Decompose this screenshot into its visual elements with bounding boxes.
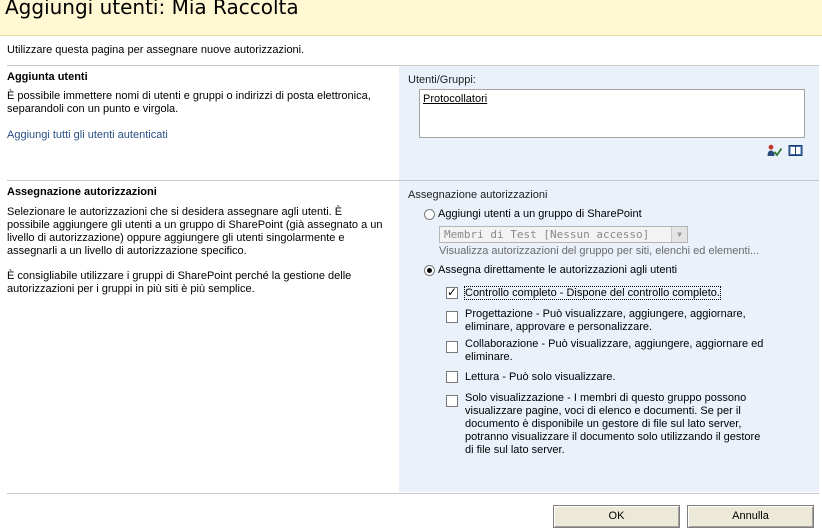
group-select[interactable] [439,226,688,243]
design-label: Progettazione - Può visualizzare, aggiungere, aggiornare, eliminare, approvare e personalizzare. [465,308,746,333]
checkbox-design[interactable] [446,311,458,323]
radio-add-to-group[interactable] [424,208,642,220]
read-label: Lettura - Può solo visualizzare. [465,371,616,383]
radio-direct-permissions-label: Assegna direttamente le autorizzazioni agli utenti [438,264,678,276]
ok-button[interactable]: OK [553,505,680,528]
add-users-description: È possibile immettere nomi di utenti e gruppi o indirizzi di posta elettronica, separandoli con un punto e virgola. [7,90,371,115]
checkbox-read[interactable] [446,371,458,383]
title-bar [0,0,822,36]
radio-button[interactable] [424,265,435,276]
checkbox-full-control[interactable] [446,287,458,299]
group-select-value: Membri di Test [Nessun accesso] [444,228,650,241]
intro-text: Utilizzare questa pagina per assegnare nuove autorizzazioni. [7,44,305,56]
full-control-label [465,287,720,300]
permissions-title: Assegnazione autorizzazioni [7,186,157,198]
cancel-button[interactable]: Annulla [687,505,814,528]
add-users-title: Aggiunta utenti [7,71,88,83]
full-control-text: Controllo completo - Dispone del controllo completo. [465,287,720,299]
page-title: Aggiungi utenti: Mia Raccolta [5,0,299,19]
group-permissions-hint[interactable]: Visualizza autorizzazioni del gruppo per siti, elenchi ed elementi... [439,245,760,257]
checkbox-view-only[interactable] [446,395,458,407]
chevron-down-icon[interactable]: ▼ [671,227,687,242]
people-tools [767,144,803,157]
check-names-icon[interactable] [767,144,782,157]
resolved-user[interactable]: Protocollatori [423,93,488,105]
permissions-description: Selezionare le autorizzazioni che si desidera assegnare agli utenti. È possibile aggiungere gli utenti a un gruppo di SharePoint (già assegnato a un livello di autorizzazione) oppure aggiungere gli utenti singolarmente e assegnarli a un livello di autorizzazione specifico. [7,206,383,257]
permissions-label: Assegnazione autorizzazioni [408,189,548,201]
users-groups-label: Utenti/Gruppi: [408,74,476,86]
address-book-icon[interactable] [788,144,803,157]
checkbox-contribute[interactable] [446,341,458,353]
add-all-authenticated-link[interactable]: Aggiungi tutti gli utenti autenticati [7,129,168,141]
radio-button[interactable] [424,209,435,220]
contribute-label: Collaborazione - Può visualizzare, aggiungere, aggiornare ed eliminare. [465,338,764,363]
users-groups-input[interactable] [419,89,805,138]
radio-direct-permissions[interactable] [424,264,677,276]
permissions-tip: È consigliabile utilizzare i gruppi di SharePoint perché la gestione delle autorizzazioni per i gruppi in più siti è più semplice. [7,270,352,295]
radio-add-to-group-label: Aggiungi utenti a un gruppo di SharePoint [438,208,642,220]
separator [7,493,819,494]
view-only-label: Solo visualizzazione - I membri di questo gruppo possono visualizzare pagine, voci di elenco e documenti. Se per il documento è disponibile un gestore di file sul lato server, potranno visualizzare il documento solo utilizzando il gestore di file sul lato server. [465,392,761,456]
